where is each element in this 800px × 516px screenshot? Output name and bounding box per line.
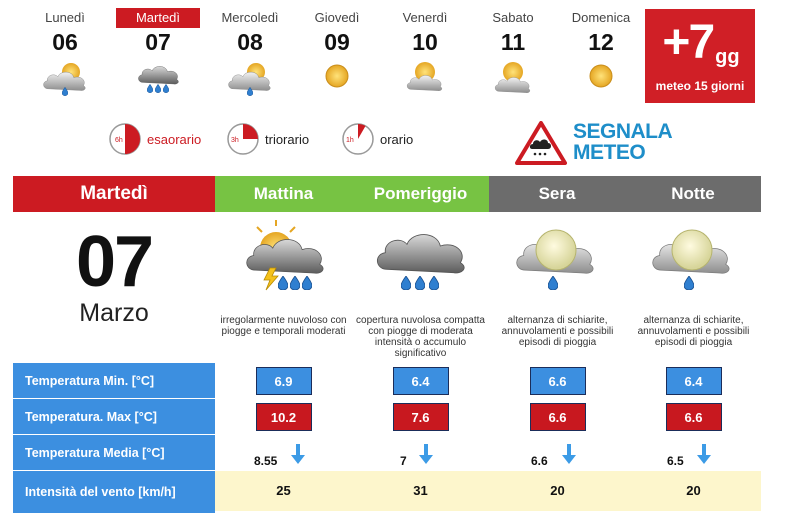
- wind-value: 20: [550, 483, 565, 498]
- wind-value: 31: [413, 483, 428, 498]
- clock-6h-icon: [108, 122, 142, 156]
- view-toggle-triorario[interactable]: [226, 122, 309, 156]
- arrow-down-icon: [418, 444, 434, 464]
- arrow-down-icon: [696, 444, 712, 464]
- temp-min-value: 6.4: [393, 367, 449, 395]
- svg-text:1h: 1h: [346, 137, 354, 144]
- forecast-15-days-button[interactable]: [645, 9, 755, 103]
- segnala-meteo-button[interactable]: [515, 118, 675, 168]
- day-tab-sabato[interactable]: [470, 8, 556, 96]
- day-tab-giovedi[interactable]: [294, 8, 380, 96]
- cloud-sun-drizzle-icon: [37, 56, 93, 96]
- day-tab-mercoledi[interactable]: [207, 8, 293, 96]
- temp-min-cell: [489, 367, 626, 395]
- temp-min-value: 6.6: [530, 367, 586, 395]
- table-header-day: Martedì: [13, 176, 215, 212]
- row-label-temp-max: Temperatura. Max [°C]: [13, 399, 215, 435]
- day-number: 08: [237, 29, 263, 55]
- segnala-line2: METEO: [573, 141, 646, 164]
- day-tab-domenica[interactable]: [558, 8, 644, 96]
- temp-min-cell: [625, 367, 762, 395]
- selected-date: [13, 222, 215, 326]
- day-number: 06: [52, 29, 78, 55]
- view-toggle-label: orario: [380, 131, 414, 147]
- temp-max-value: 7.6: [393, 403, 449, 431]
- period-mattina: [215, 218, 352, 337]
- day-number: 07: [145, 29, 171, 55]
- temp-media-cell: [352, 437, 489, 473]
- day-tab-martedi[interactable]: [115, 8, 201, 96]
- period-header-sera[interactable]: Sera: [489, 176, 625, 212]
- temp-media-cell: [215, 437, 352, 473]
- temp-max-cell: [215, 403, 352, 431]
- temp-max-cell: [625, 403, 762, 431]
- arrow-down-icon: [290, 444, 306, 464]
- day-tab-lunedi[interactable]: [22, 8, 108, 96]
- row-label-temp-media: Temperatura Media [°C]: [13, 435, 215, 471]
- period-header-notte[interactable]: Notte: [625, 176, 761, 212]
- period-header-mattina[interactable]: Mattina: [215, 176, 352, 212]
- moon-cloud-drizzle-icon: [498, 218, 618, 298]
- day-tab-venerdi[interactable]: [382, 8, 468, 96]
- view-toggle-esaorario[interactable]: [108, 122, 201, 156]
- view-toggle-label: esaorario: [147, 131, 202, 147]
- view-toggle-orario[interactable]: [341, 122, 413, 156]
- svg-text:6h: 6h: [115, 137, 123, 144]
- temp-media-value: 8.55: [254, 454, 278, 468]
- day-name: Mercoledì: [221, 10, 279, 25]
- wind-value: 20: [686, 483, 701, 498]
- temp-max-cell: [489, 403, 626, 431]
- temp-max-cell: [352, 403, 489, 431]
- moon-cloud-drizzle-icon: [634, 218, 754, 298]
- period-description: irregolarmente nuvoloso con piogge e temporali moderati: [220, 315, 347, 337]
- view-toggle-label: triorario: [265, 131, 310, 147]
- wind-value: 25: [276, 483, 291, 498]
- temp-media-cell: [489, 437, 626, 473]
- period-description: copertura nuvolosa compatta con piogge di moderata intensità o accumulo significativo: [356, 315, 485, 359]
- sun-icon: [573, 56, 629, 96]
- period-description: alternanza di schiarite, annuvolamenti e possibili episodi di pioggia: [637, 315, 750, 348]
- day-number: 11: [500, 29, 526, 55]
- row-label-wind: Intensità del vento [km/h]: [13, 471, 215, 513]
- day-name: Martedì: [116, 8, 200, 28]
- view-toggle-group: [0, 122, 500, 162]
- temp-media-value: 6.5: [667, 454, 684, 468]
- plus7-caption: meteo 15 giorni: [655, 79, 745, 93]
- cloud-sun-icon: [397, 56, 453, 96]
- cloud-rain-icon: [130, 56, 186, 96]
- selected-date-number: 07: [75, 222, 153, 302]
- day-selector: [22, 8, 642, 103]
- warning-triangle-icon: [515, 121, 567, 165]
- selected-date-month: Marzo: [79, 299, 149, 327]
- period-sera: [489, 218, 626, 348]
- temp-min-cell: [352, 367, 489, 395]
- cloud-sun-drizzle-icon: [222, 56, 278, 96]
- day-number: 12: [588, 29, 614, 55]
- temp-media-cell: [625, 437, 762, 473]
- cloud-rain-icon: [361, 218, 481, 298]
- cloud-sun-rain-icon: [224, 218, 344, 298]
- day-name: Sabato: [492, 10, 534, 25]
- temp-media-value: 7: [400, 454, 407, 468]
- temp-min-cell: [215, 367, 352, 395]
- day-name: Venerdì: [402, 10, 448, 25]
- svg-text:3h: 3h: [231, 137, 239, 144]
- cloud-sun-icon: [485, 56, 541, 96]
- day-name: Giovedì: [314, 10, 360, 25]
- segnala-meteo-text: [573, 121, 672, 163]
- temp-max-value: 10.2: [256, 403, 312, 431]
- temp-min-value: 6.4: [666, 367, 722, 395]
- arrow-down-icon: [561, 444, 577, 464]
- period-notte: [625, 218, 762, 348]
- period-description: alternanza di schiarite, annuvolamenti e possibili episodi di pioggia: [501, 315, 614, 348]
- period-pomeriggio: [352, 218, 489, 359]
- temp-min-value: 6.9: [256, 367, 312, 395]
- day-name: Domenica: [571, 10, 631, 25]
- temp-media-value: 6.6: [531, 454, 548, 468]
- period-header-pomeriggio[interactable]: Pomeriggio: [352, 176, 489, 212]
- row-label-temp-min: Temperatura Min. [°C]: [13, 363, 215, 399]
- sun-icon: [309, 56, 365, 96]
- day-name: Lunedì: [45, 10, 85, 25]
- temp-max-value: 6.6: [530, 403, 586, 431]
- clock-1h-icon: [341, 122, 375, 156]
- temp-max-value: 6.6: [666, 403, 722, 431]
- clock-3h-icon: [226, 122, 260, 156]
- plus7-suffix: gg: [715, 46, 740, 68]
- plus7-big-text: +7 $^{gg}$: [662, 16, 740, 69]
- segnala-line1: SEGNALA: [573, 120, 673, 143]
- day-number: 09: [324, 29, 350, 55]
- day-number: 10: [412, 29, 438, 55]
